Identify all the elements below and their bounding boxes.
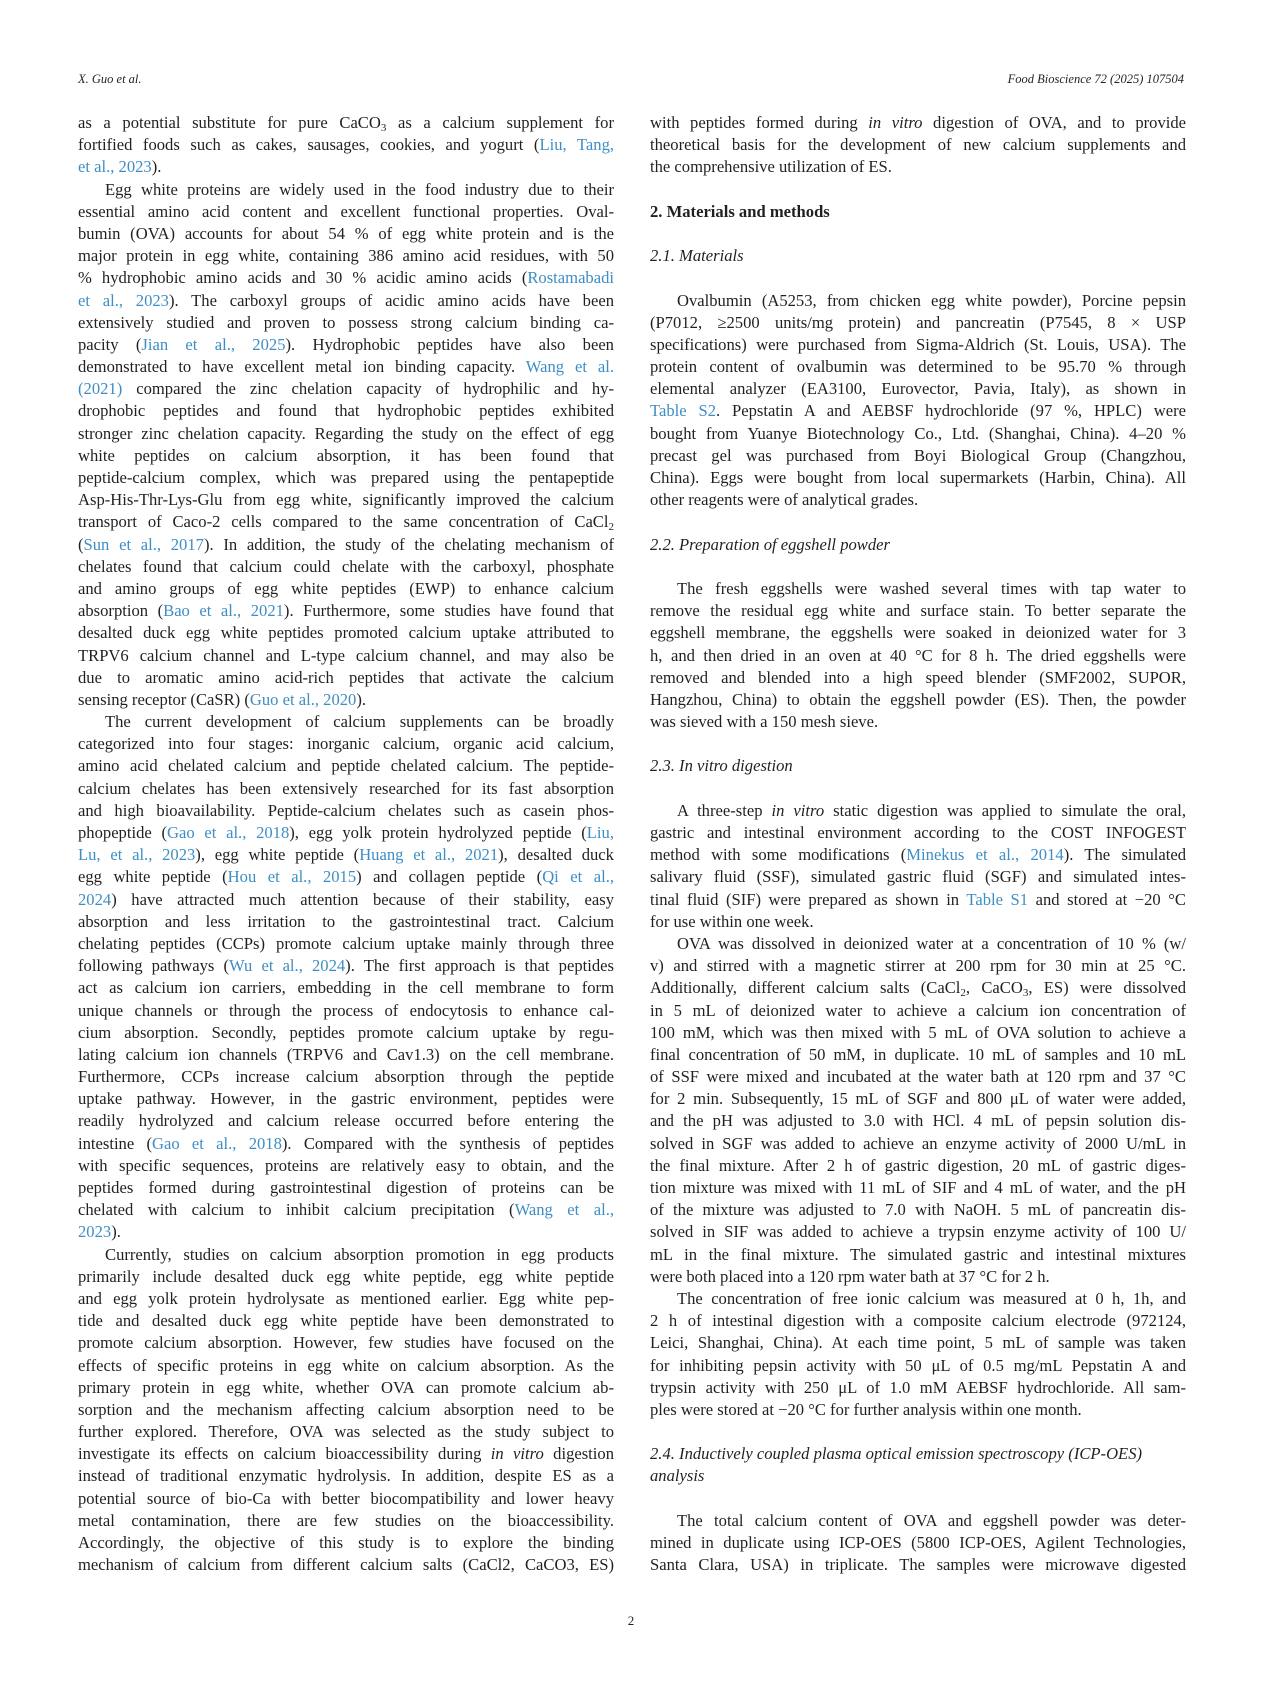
text-line: Egg white proteins are widely used in the food industry due to their (105, 179, 614, 199)
text-line: mechanism of calcium from different calcium salts (CaCl2, CaCO3, ES) (78, 1555, 615, 1575)
text-line: transport of Caco-2 cells compared to the same concentration of CaCl$_2$ (78, 512, 614, 534)
text-line: The fresh eggshells were washed several times with tap water to (677, 578, 1186, 598)
text-line: white peptides on calcium absorption, it has been found that (78, 445, 614, 465)
text-line: uptake pathway. However, in the gastric environment, peptides were (78, 1089, 614, 1109)
citation-link[interactable]: et al., 2023 (78, 290, 169, 310)
text-line: removed and blended into a high speed blender (SMF2002, SUPOR, (650, 667, 1186, 687)
text-line: h, and then dried in an oven at 40 °C for 8 h. The dried eggshells were (650, 645, 1186, 665)
citation-link[interactable]: et al., 2023 (78, 157, 152, 177)
spacer (650, 223, 1186, 245)
text-line: ples were stored at −20 °C for further analysis within one month. (650, 1399, 1082, 1419)
text-line: China). Eggs were bought from local supermarkets (Harbin, China). All (650, 468, 1186, 487)
text-line: elemental analyzer (EA3100, Eurovector, Pavia, Italy), as shown in (650, 379, 1186, 399)
text-line: cium absorption. Secondly, peptides promote calcium uptake by regu- (78, 1022, 614, 1042)
text-line: eggshell membrane, the eggshells were soaked in deionized water for 3 (650, 623, 1186, 643)
text-line: solved in SGF was added to achieve an enzyme activity of 2000 U/mL in (650, 1133, 1186, 1153)
text-line: Currently, studies on calcium absorption promotion in egg products (105, 1244, 614, 1264)
text-line: were both placed into a 120 rpm water bath at 37 °C for 2 h. (650, 1266, 1050, 1286)
text-line: with peptides formed during in vitro digestion of OVA, and to provide (650, 113, 1187, 132)
text-line: of SSF were mixed and incubated at the water bath at 120 rpm and 37 °C (650, 1067, 1186, 1087)
italic-text: in vitro (490, 1444, 544, 1464)
text-line: specifications) were purchased from Sigma-Aldrich (St. Louis, USA). The (650, 334, 1186, 354)
text-line: Santa Clara, USA) in triplicate. The samples were microwave digested (650, 1555, 1186, 1575)
text-line: for inhibiting pepsin activity with 50 μL of 0.5 mg/mL Pepstatin A and (650, 1355, 1186, 1375)
text-line: % hydrophobic amino acids and 30 % acidic amino acids (Rostamabadi (78, 268, 614, 288)
citation-link[interactable]: Liu, (586, 823, 614, 842)
text-line: Furthermore, CCPs increase calcium absorption through the peptide (78, 1067, 614, 1087)
text-line: and high bioavailability. Peptide-calcium chelates such as casein phos- (78, 800, 614, 820)
text-line: demonstrated to have excellent metal ion binding capacity. Wang et al. (78, 357, 614, 377)
running-header-journal: Food Bioscience 72 (2025) 107504 (1007, 72, 1184, 86)
text-line: sensing receptor (CaSR) (Guo et al., 2020). (78, 689, 367, 709)
text-line: lating calcium ion channels (TRPV6 and Cav1.3) on the cell membrane. (78, 1044, 614, 1064)
text-line: chelates found that calcium could chelate with the carboxyl, phosphate (78, 556, 614, 576)
text-line: fortified foods such as cakes, sausages, cookies, and yogurt (Liu, Tang, (78, 135, 615, 155)
text-line: Hangzhou, China) to obtain the eggshell powder (ES). Then, the powder (650, 689, 1186, 709)
spacer (650, 267, 1186, 289)
text-line: theoretical basis for the development of new calcium supplements and (650, 135, 1186, 155)
text-line: remove the residual egg white and surface stain. To better separate the (650, 601, 1186, 621)
spacer (650, 733, 1186, 755)
subscript: 2 (608, 521, 614, 534)
text-line: further explored. Therefore, OVA was selected as the study subject to (78, 1422, 614, 1442)
citation-link[interactable]: (2021) (78, 379, 123, 399)
text-line: 100 mM, which was then mixed with 5 mL of OVA solution to achieve a (650, 1022, 1186, 1042)
citation-link[interactable]: Gao et al., 2018 (152, 1133, 282, 1153)
citation-link[interactable]: Table S2 (650, 401, 717, 421)
intro-conclusion-paragraph (650, 112, 1186, 179)
subsection-heading-icp-oes: 2.4. Inductively coupled plasma optical emission spectroscopy (ICP-OES) (650, 1444, 1143, 1464)
text-line: tide and desalted duck egg white peptide have been demonstrated to (78, 1311, 614, 1331)
citation-link[interactable]: Jian et al., 2025 (141, 334, 286, 354)
text-line: 2 h of intestinal digestion with a composite calcium electrode (972124, (650, 1311, 1186, 1331)
text-line: Table S2. Pepstatin A and AEBSF hydrochloride (97 %, HPLC) were (650, 401, 1186, 421)
text-line: absorption and less irritation to the gastrointestinal tract. Calcium (78, 911, 614, 931)
text-line: tion mixture was mixed with 11 mL of SIF and 4 mL of water, and the pH (650, 1178, 1186, 1197)
subsection-heading-eggshell: 2.2. Preparation of eggshell powder (650, 534, 890, 554)
page-number: 2 (627, 1613, 635, 1628)
materials-paragraph (650, 290, 1186, 512)
text-line: Lu, et al., 2023), egg white peptide (Huang et al., 2021), desalted duck (78, 845, 614, 865)
subsection-heading-materials: 2.1. Materials (650, 246, 744, 266)
text-line: extensively studied and proven to possess strong calcium binding ca- (78, 312, 614, 332)
text-line: primarily include desalted duck egg white peptide, egg white peptide (78, 1266, 614, 1286)
italic-text: in vitro (868, 113, 923, 132)
citation-link[interactable]: Minekus et al., 2014 (906, 845, 1064, 865)
citation-link[interactable]: Huang et al., 2021 (359, 845, 499, 865)
right-column (650, 112, 1186, 1576)
text-line: calcium chelates has been extensively researched for its fast absorption (78, 778, 614, 798)
citation-link[interactable]: Sun et al., 2017 (83, 534, 204, 554)
text-line: method with some modifications (Minekus et al., 2014). The simulated (650, 845, 1186, 865)
text-line: bought from Yuanye Biotechnology Co., Ltd. (Shanghai, China). 4–20 % (650, 423, 1186, 443)
text-line: et al., 2023). The carboxyl groups of acidic amino acids have been (78, 290, 614, 310)
text-line: investigate its effects on calcium bioaccessibility during in vitro digestion (78, 1444, 614, 1464)
text-line: essential amino acid content and excellent functional properties. Oval- (78, 201, 614, 221)
citation-link[interactable]: Wang et al., (514, 1200, 614, 1220)
text-line: solved in SIF was added to achieve a trypsin enzyme activity of 100 U/ (650, 1222, 1186, 1242)
text-line: TRPV6 calcium channel and L-type calcium channel, and may also be (78, 645, 614, 665)
text-line: tinal fluid (SIF) were prepared as shown in Table S1 and stored at −20 °C (650, 889, 1186, 909)
text-line: for use within one week. (650, 911, 814, 931)
spacer (650, 556, 1186, 578)
section-heading-materials-methods: 2. Materials and methods (650, 201, 830, 221)
intro-paragraphs (78, 112, 614, 1576)
text-line: primary protein in egg white, whether OVA can promote calcium ab- (78, 1377, 614, 1397)
citation-link[interactable]: Wang et al. (525, 357, 614, 377)
text-line: trypsin activity with 250 μL of 1.0 mM AEBSF hydrochloride. All sam- (650, 1377, 1186, 1397)
text-line: promote calcium absorption. However, few studies have focused on the (78, 1333, 614, 1353)
citation-link[interactable]: Guo et al., 2020 (249, 689, 357, 709)
text-line: OVA was dissolved in deionized water at a concentration of 10 % (w/ (677, 933, 1186, 953)
text-line: The total calcium content of OVA and eggshell powder was deter- (677, 1510, 1186, 1530)
text-line: phopeptide (Gao et al., 2018), egg yolk protein hydrolyzed peptide (Liu, (78, 823, 614, 842)
spacer (650, 778, 1186, 800)
text-line: instead of traditional enzymatic hydrolysis. In addition, despite ES as a (78, 1466, 614, 1486)
text-line: other reagents were of analytical grades. (650, 490, 919, 510)
citation-link[interactable]: Qi et al., (542, 867, 615, 887)
text-line: A three-step in vitro static digestion was applied to simulate the oral, (677, 800, 1187, 820)
eggshell-paragraph (650, 578, 1186, 733)
text-line: salivary fluid (SSF), simulated gastric fluid (SGF) and simulated intes- (650, 867, 1186, 887)
text-line: protein content of ovalbumin was determined to be 95.70 % through (650, 357, 1186, 377)
text-line: major protein in egg white, containing 386 amino acid residues, with 50 (78, 246, 614, 266)
text-line: The concentration of free ionic calcium was measured at 0 h, 1h, and (677, 1288, 1186, 1308)
text-line: with specific sequences, proteins are relatively easy to obtain, and the (78, 1155, 614, 1175)
text-line: as a potential substitute for pure CaCO$_3$ as a calcium supplement for (78, 113, 614, 134)
text-line: and the pH was adjusted to 3.0 with HCl. 4 mL of pepsin solution dis- (650, 1111, 1186, 1131)
text-line: chelated with calcium to inhibit calcium precipitation (Wang et al., (78, 1200, 614, 1220)
text-line: bumin (OVA) accounts for about 54 % of egg white protein and is the (78, 223, 614, 243)
text-line: categorized into four stages: inorganic calcium, organic acid calcium, (78, 734, 614, 754)
text-line: egg white peptide (Hou et al., 2015) and collagen peptide (Qi et al., (78, 867, 615, 887)
subsection-heading-icp-oes-cont: analysis (650, 1466, 705, 1486)
spacer (650, 179, 1186, 201)
text-line: (P7012, ≥2500 units/mg protein) and pancreatin (P7545, 8 × USP (650, 312, 1186, 332)
text-line: stronger zinc chelation capacity. Regarding the study on the effect of egg (78, 423, 614, 443)
text-line: sorption and the mechanism affecting calcium absorption need to be (78, 1399, 614, 1419)
text-line: and amino groups of egg white peptides (EWP) to enhance calcium (78, 578, 614, 598)
text-line: Asp-His-Thr-Lys-Glu from egg white, significantly improved the calcium (78, 490, 614, 510)
text-line: effects of specific proteins in egg white on calcium absorption. As the (78, 1355, 614, 1375)
text-line: Additionally, different calcium salts (CaCl$_2$, CaCO$_3$, ES) were dissolved (650, 978, 1187, 1000)
text-line: absorption (Bao et al., 2021). Furthermore, some studies have found that (78, 601, 614, 621)
citation-link[interactable]: Hou et al., 2015 (227, 867, 357, 887)
text-line: desalted duck egg white peptides promoted calcium uptake attributed to (78, 623, 614, 643)
icp-paragraph (650, 1510, 1186, 1577)
left-column (78, 112, 614, 1576)
text-line: Leici, Shanghai, China). At each time point, 5 mL of sample was taken (650, 1333, 1186, 1353)
italic-text: in vitro (771, 800, 825, 820)
spacer (650, 511, 1186, 533)
text-line: in 5 mL of deionized water to achieve a calcium ion concentration of (650, 1000, 1186, 1020)
spacer (650, 1488, 1186, 1510)
text-line: due to aromatic amino acid-rich peptides that activate the calcium (78, 667, 614, 687)
text-line: et al., 2023). (78, 157, 162, 177)
subscript: 3 (1022, 987, 1029, 1000)
text-line: act as calcium ion carriers, embedding in the cell membrane to form (78, 978, 614, 998)
citation-link[interactable]: Wu et al., 2024 (229, 956, 346, 976)
text-line: of the mixture was adjusted to 7.0 with NaOH. 5 mL of pancreatin dis- (650, 1200, 1186, 1220)
text-line: and egg yolk protein hydrolysate as mentioned earlier. Egg white pep- (78, 1288, 614, 1308)
text-line: The current development of calcium supplements can be broadly (105, 712, 614, 732)
text-line: peptides formed during gastrointestinal digestion of proteins can be (78, 1178, 614, 1197)
citation-link[interactable]: Gao et al., 2018 (167, 823, 290, 842)
text-line: mined in duplicate using ICP-OES (5800 ICP-OES, Agilent Technologies, (650, 1533, 1186, 1552)
text-line: Accordingly, the objective of this study is to explore the binding (78, 1533, 614, 1552)
spacer (650, 1421, 1186, 1443)
text-line: final concentration of 50 mM, in duplicate. 10 mL of samples and 10 mL (650, 1044, 1186, 1064)
text-line: Ovalbumin (A5253, from chicken egg white powder), Porcine pepsin (677, 290, 1186, 310)
subscript: 3 (380, 122, 387, 134)
citation-link[interactable]: 2024 (78, 889, 112, 909)
text-line: was sieved with a 150 mesh sieve. (650, 712, 879, 732)
text-line: chelating peptides (CCPs) promote calcium uptake mainly through three (78, 933, 614, 953)
text-line: metal contamination, there are few studies on the bioaccessibility. (78, 1510, 614, 1530)
text-line: pacity (Jian et al., 2025). Hydrophobic peptides have also been (78, 334, 614, 354)
text-line: precast gel was purchased from Boyi Biological Group (Changzhou, (650, 445, 1186, 465)
text-line: potential source of bio-Ca with better biocompatibility and lower heavy (78, 1488, 614, 1508)
digestion-paragraphs (650, 800, 1186, 1421)
citation-link[interactable]: Liu, Tang, (539, 135, 615, 155)
citation-link[interactable]: Lu, et al., 2023 (78, 845, 196, 865)
text-line: v) and stirred with a magnetic stirrer at 200 rpm for 30 min at 25 °C. (650, 956, 1186, 976)
citation-link[interactable]: Bao et al., 2021 (163, 601, 284, 621)
text-line: following pathways (Wu et al., 2024). The first approach is that peptides (78, 956, 614, 976)
text-line: mL in the final mixture. The simulated gastric and intestinal mixtures (650, 1244, 1186, 1264)
text-line: amino acid chelated calcium and peptide chelated calcium. The peptide- (78, 756, 614, 776)
subsection-heading-digestion: 2.3. In vitro digestion (650, 756, 793, 776)
citation-link[interactable]: Rostamabadi (527, 268, 614, 288)
text-line: intestine (Gao et al., 2018). Compared with the synthesis of peptides (78, 1133, 614, 1153)
text-line: drophobic peptides and found that hydrophobic peptides exhibited (78, 401, 614, 421)
text-line: the final mixture. After 2 h of gastric digestion, 20 mL of gastric diges- (650, 1155, 1186, 1175)
subscript: 2 (960, 987, 966, 1000)
text-line: 2023). (78, 1222, 121, 1242)
citation-link[interactable]: 2023 (78, 1222, 112, 1242)
text-line: the comprehensive utilization of ES. (650, 157, 892, 177)
text-line: unique channels or through the process of endocytosis to enhance cal- (78, 1000, 614, 1020)
running-header-authors: X. Guo et al. (78, 72, 142, 86)
text-line: peptide-calcium complex, which was prepared using the pentapeptide (78, 468, 614, 487)
text-line: readily hydrolyzed and calcium release occurred before entering the (78, 1111, 614, 1131)
text-line: gastric and intestinal environment according to the COST INFOGEST (650, 823, 1186, 842)
text-line: (Sun et al., 2017). In addition, the study of the chelating mechanism of (78, 534, 614, 554)
text-line: 2024) have attracted much attention because of their stability, easy (78, 889, 614, 909)
text-line: for 2 min. Subsequently, 15 mL of SGF and 800 μL of water were added, (650, 1089, 1186, 1109)
citation-link[interactable]: Table S1 (966, 889, 1029, 909)
text-line: (2021) compared the zinc chelation capacity of hydrophilic and hy- (78, 379, 614, 399)
